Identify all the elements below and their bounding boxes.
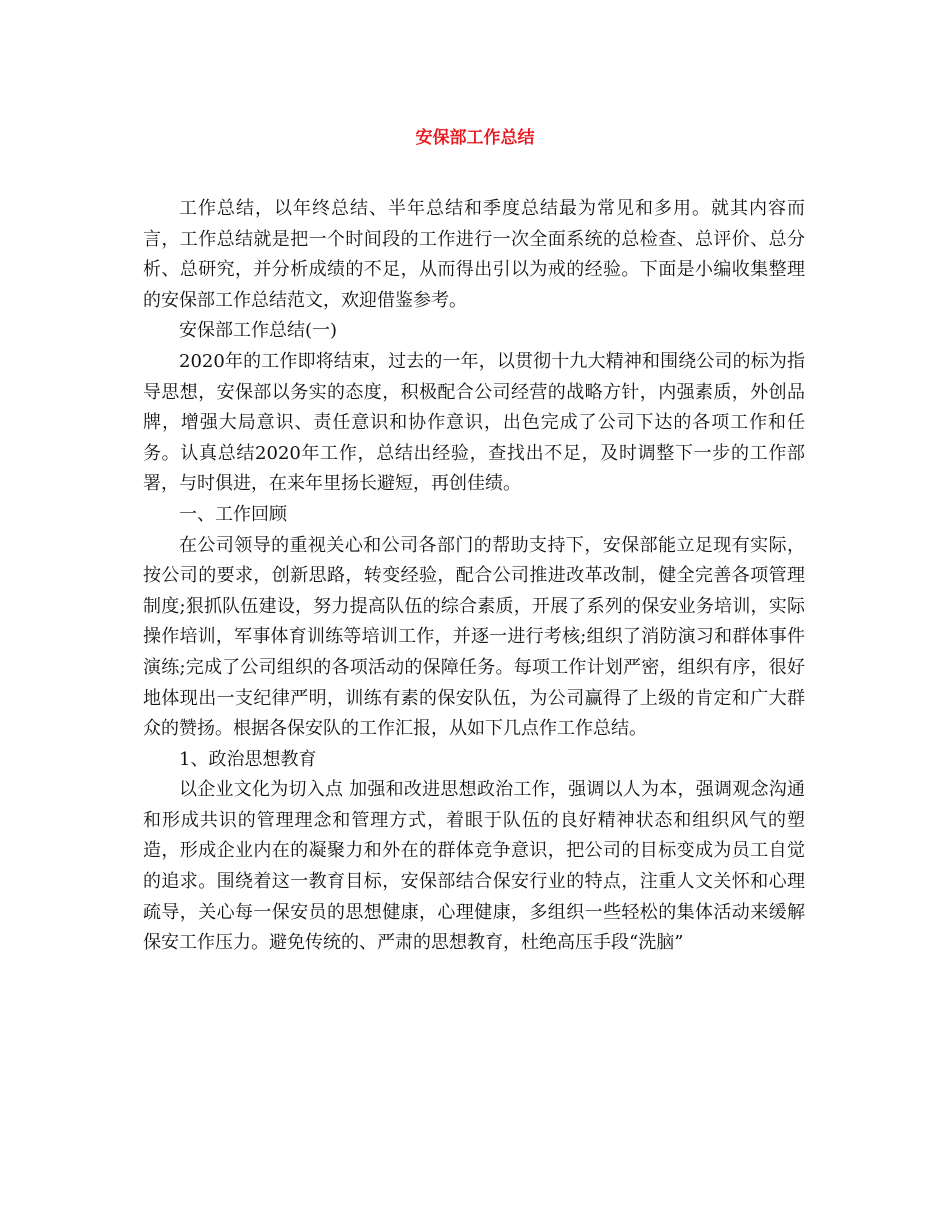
paragraph: 以企业文化为切入点 加强和改进思想政治工作，强调以人为本，强调观念沟通和形成共识的管理理念和管理方式，着眼于队伍的良好精神状态和组织风气的塑造，形成企业内在的凝聚力和外在的群体竞争意识，把公司的目标变成为员工自觉的追求。围绕着这一教育目标，安保部结合保安行业的特点，注重人文关怀和心理疏导，关心每一保安员的思想健康，心理健康，多组织一些轻松的集体活动来缓解保安工作压力。避免传统的、严肃的思想教育，杜绝高压手段“洗脑” xyxy=(143,779,805,954)
intro-paragraph: 工作总结，以年终总结、半年总结和季度总结最为常见和多用。就其内容而言，工作总结就是把一个时间段的工作进行一次全面系统的总检查、总评价、总分析、总研究，并分析成绩的不足，从而得出引以为戒的经验。下面是小编收集整理的安保部工作总结范文，欢迎借鉴参考。 xyxy=(143,198,805,311)
paragraph: 在公司领导的重视关心和公司各部门的帮助支持下，安保部能立足现有实际，按公司的要求，创新思路，转变经验，配合公司推进改革改制，健全完善各项管理制度;狠抓队伍建设，努力提高队伍的综合素质，开展了系列的保安业务培训，实际操作培训，军事体育训练等培训工作，并逐一进行考核;组织了消防演习和群体事件演练;完成了公司组织的各项活动的保障任务。每项工作计划严密，组织有序，很好地体现出一支纪律严明，训练有素的保安队伍，为公司赢得了上级的肯定和广大群众的赞扬。根据各保安队的工作汇报，从如下几点作工作总结。 xyxy=(143,534,805,740)
paragraph: 2020年的工作即将结束，过去的一年，以贯彻十九大精神和围绕公司的标为指导思想，安保部以务实的态度，积极配合公司经营的战略方针，内强素质，外创品牌，增强大局意识、责任意识和协作意识，出色完成了公司下达的各项工作和任务。认真总结2020年工作，总结出经验，查找出不足，及时调整下一步的工作部署，与时俱进，在来年里扬长避短，再创佳绩。 xyxy=(143,350,805,495)
section-heading: 安保部工作总结(一) xyxy=(179,320,338,342)
section-heading: 一、工作回顾 xyxy=(179,503,287,525)
document-body xyxy=(143,194,805,959)
document-title: 安保部工作总结 xyxy=(415,128,535,148)
section-heading: 1、政治思想教育 xyxy=(179,748,317,770)
